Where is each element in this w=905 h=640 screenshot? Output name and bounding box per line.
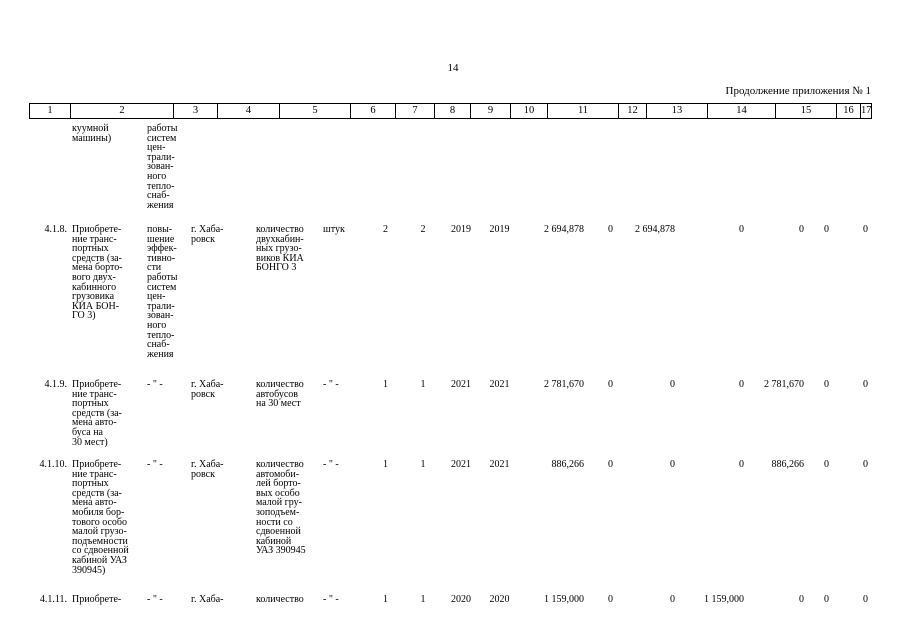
cell-id: 4.1.10.: [39, 459, 67, 470]
column-header: 13: [646, 104, 707, 118]
cell-c9: 2021: [451, 379, 471, 390]
cell-indicator: количество: [256, 594, 304, 605]
column-header: 17: [861, 105, 872, 116]
cell-c9: 2021: [451, 459, 471, 470]
cell-c11: 2 781,670: [544, 379, 584, 390]
column-header: 7: [395, 104, 434, 118]
column-header: 8: [434, 104, 470, 118]
cell-c10: 2021: [489, 459, 510, 470]
cell-c17: 0: [863, 224, 868, 235]
cell-c14: 0: [739, 379, 744, 390]
column-header: 14: [707, 104, 775, 118]
column-header: 12: [618, 104, 646, 118]
cell-c14: 0: [739, 224, 744, 235]
column-header: 1: [29, 104, 70, 118]
cell-c8: 1: [420, 594, 426, 605]
cell-location: г. Хаба- ровск: [191, 379, 224, 400]
column-header: 3: [173, 104, 217, 118]
cell-c14: 0: [739, 459, 744, 470]
cell-c15: 0: [799, 594, 804, 605]
cell-location: г. Хаба-: [191, 594, 224, 605]
cell-unit: - " -: [323, 594, 339, 605]
cell-c8: 2: [420, 224, 426, 235]
cell-c11: 1 159,000: [544, 594, 584, 605]
cell-purpose: - " -: [147, 459, 163, 470]
cell-c17: 0: [863, 459, 868, 470]
column-header: 2: [70, 104, 173, 118]
cell-c15: 0: [799, 224, 804, 235]
cell-c17: 0: [863, 594, 868, 605]
appendix-continuation-note: Продолжение приложения № 1: [725, 85, 871, 97]
cell-c10: 2021: [489, 379, 510, 390]
column-header: 4: [217, 104, 279, 118]
cell-c13: 0: [670, 459, 675, 470]
cell-c16: 0: [824, 594, 829, 605]
page-number: 14: [447, 62, 459, 74]
cell-c9: 2019: [451, 224, 471, 235]
cell-c8: 1: [420, 379, 426, 390]
column-header: 6: [350, 104, 395, 118]
cell-c7: 1: [383, 379, 388, 390]
cell-name: Приобрете-: [72, 594, 122, 605]
cell-c8: 1: [420, 459, 426, 470]
column-number-header: [29, 103, 872, 119]
cell-c7: 1: [383, 459, 388, 470]
cell-c13: 0: [670, 379, 675, 390]
cell-c12: 0: [608, 379, 613, 390]
cell-unit: - " -: [323, 379, 339, 390]
cell-c10: 2020: [489, 594, 510, 605]
column-header: 5: [279, 104, 350, 118]
cell-purpose: повы- шение эффек- тивно- сти работы систем цен- трали- зован- ного тепло- снаб- жения: [147, 224, 178, 360]
cell-location: г. Хаба- ровск: [191, 459, 224, 480]
cell-c10: 2019: [489, 224, 510, 235]
column-header: 9: [470, 104, 510, 118]
cell-c15: 886,266: [771, 459, 804, 470]
column-header: 15: [775, 104, 836, 118]
cell-c16: 0: [824, 459, 829, 470]
cell-c15: 2 781,670: [764, 379, 804, 390]
cell-c12: 0: [608, 594, 613, 605]
column-header: 10: [510, 104, 547, 118]
cell-c16: 0: [824, 224, 829, 235]
cell-id: 4.1.8.: [44, 224, 67, 235]
cell-c17: 0: [863, 379, 868, 390]
cell-indicator: количество автобусов на 30 мест: [256, 379, 304, 410]
cell-c14: 1 159,000: [704, 594, 744, 605]
cell-c11: 2 694,878: [544, 224, 584, 235]
cell-name: Приобрете- ние транс- портных средств (за- мена авто- буса на 30 мест): [72, 379, 122, 448]
cell-c16: 0: [824, 379, 829, 390]
cell-c13: 2 694,878: [635, 224, 675, 235]
cell-unit: штук: [323, 224, 345, 235]
cell-purpose: - " -: [147, 594, 163, 605]
carryover-name-text: куумной машины): [72, 123, 112, 144]
cell-c12: 0: [608, 459, 613, 470]
cell-c9: 2020: [451, 594, 471, 605]
cell-name: Приобрете- ние транс- портных средств (за- мена борто- вого двух- кабинного грузовика КИА БОН- ГО 3): [72, 224, 123, 322]
cell-id: 4.1.11.: [39, 594, 67, 605]
cell-indicator: количество двухкабин- ных грузо- виков КИА БОНГО 3: [256, 224, 304, 274]
cell-c12: 0: [608, 224, 613, 235]
cell-c13: 0: [670, 594, 675, 605]
column-header: 16: [836, 104, 860, 118]
cell-indicator: количество автомоби- лей борто- вых особо малой гру- зоподъем- ности со сдвоенной кабиной УАЗ 390945: [256, 459, 306, 557]
cell-unit: - " -: [323, 459, 339, 470]
carryover-purpose-text: работы систем цен- трали- зован- ного тепло- снаб- жения: [147, 123, 178, 211]
column-header: 11: [547, 104, 618, 118]
cell-name: Приобрете- ние транс- портных средств (за- мена авто- мобиля бор- тового особо малой грузо- подъемности со сдвоенной кабиной УАЗ 390945): [72, 459, 129, 576]
cell-c7: 2: [383, 224, 388, 235]
cell-location: г. Хаба- ровск: [191, 224, 224, 245]
cell-purpose: - " -: [147, 379, 163, 390]
cell-c7: 1: [383, 594, 388, 605]
cell-id: 4.1.9.: [44, 379, 67, 390]
cell-c11: 886,266: [551, 459, 584, 470]
